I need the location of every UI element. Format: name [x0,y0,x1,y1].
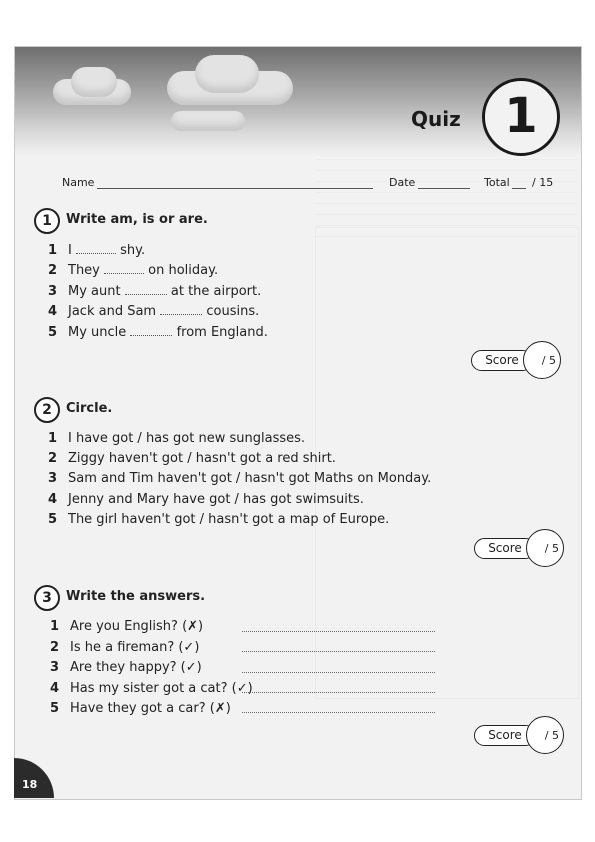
item-number: 3 [48,471,58,486]
cloud-illustration [171,111,245,131]
section-instruction: Write the answers. [66,589,206,604]
section-number: 2 [34,397,60,423]
date-field[interactable] [418,188,470,189]
item-text: on holiday. [148,263,219,278]
item-text: Are you English? (✗) [70,619,204,634]
item-number: 3 [50,660,60,675]
item-number: 5 [48,325,58,340]
answer-blank[interactable] [125,294,167,295]
answer-blank[interactable] [76,253,116,254]
section-instruction: Write am, is or are. [66,212,208,227]
item-text: at the airport. [170,284,262,299]
answer-line[interactable] [242,631,435,632]
score-box [474,535,570,561]
answer-blank[interactable] [160,314,202,315]
answer-line[interactable] [242,651,435,652]
total-field[interactable] [512,188,526,189]
item-number: 1 [48,431,58,446]
name-field[interactable] [97,188,373,189]
answer-blank[interactable] [104,273,144,274]
item-text: They [68,263,100,278]
item-text: Jack and Sam [68,304,157,319]
item-text: My uncle [68,325,127,340]
item-text[interactable]: Ziggy haven't got / hasn't got a red shirt. [68,451,336,466]
item-text: shy. [120,243,146,258]
item-number: 5 [50,701,60,716]
item-number: 4 [50,681,60,696]
item-number: 4 [48,492,58,507]
item-text: Is he a fireman? (✓) [70,640,200,655]
bleed-through-box [315,227,579,699]
item-text: Have they got a car? (✗) [70,701,231,716]
score-label: Score [474,538,536,559]
quiz-title: Quiz [411,107,461,131]
item-text[interactable]: I have got / has got new sunglasses. [68,431,306,446]
date-label: Date [389,176,416,189]
score-label: Score [471,350,533,371]
score-field[interactable]: / 5 [526,529,564,567]
score-label: Score [474,725,536,746]
section-instruction: Circle. [66,401,113,416]
item-number: 3 [48,284,58,299]
item-text: My aunt [68,284,121,299]
section-number: 1 [34,208,60,234]
score-field[interactable]: / 5 [523,341,561,379]
item-number: 2 [48,451,58,466]
total-value: / 15 [532,176,554,189]
quiz-number-badge: 1 [482,78,560,156]
answer-blank[interactable] [130,335,172,336]
item-number: 5 [48,512,58,527]
item-number: 2 [48,263,58,278]
answer-line[interactable] [242,692,435,693]
item-text: Has my sister got a cat? (✓) [70,681,253,696]
page-number: 18 [22,778,38,791]
cloud-illustration [71,67,117,97]
score-box [471,347,567,373]
score-field[interactable]: / 5 [526,716,564,754]
item-text: from England. [176,325,268,340]
item-text[interactable]: The girl haven't got / hasn't got a map of Europe. [68,512,390,527]
score-box [474,722,570,748]
total-label: Total [484,176,510,189]
answer-line[interactable] [242,712,435,713]
item-number: 4 [48,304,58,319]
item-text: I [68,243,72,258]
section-number: 3 [34,585,60,611]
cloud-illustration [195,55,259,93]
name-label: Name [62,176,95,189]
item-number: 1 [50,619,60,634]
item-text: cousins. [206,304,260,319]
answer-line[interactable] [242,672,435,673]
item-number: 1 [48,243,58,258]
item-text[interactable]: Jenny and Mary have got / has got swimsuits. [68,492,364,507]
item-text[interactable]: Sam and Tim haven't got / hasn't got Maths on Monday. [68,471,432,486]
item-number: 2 [50,640,60,655]
item-text: Are they happy? (✓) [70,660,202,675]
